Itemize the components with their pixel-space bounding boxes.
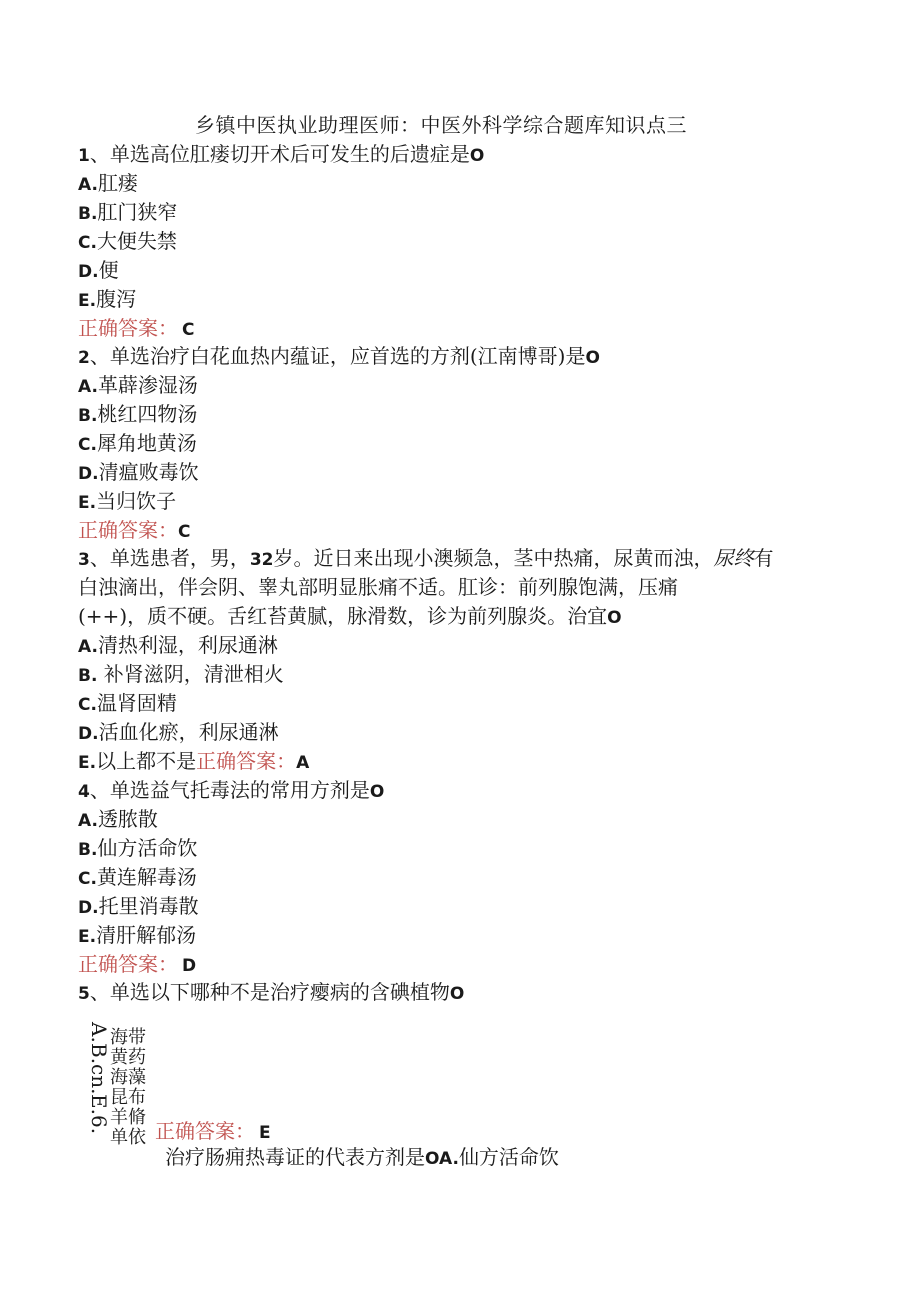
- question-3-option-a: A.清热利湿，利尿通淋: [78, 633, 278, 657]
- question-1-option-c: C.大便失禁: [78, 229, 177, 253]
- question-5-rotated-letters: [88, 1022, 112, 1152]
- question-3-option-e-with-answer: E.以上都不是正确答案：A: [78, 749, 310, 773]
- question-5-stem: 5、单选以下哪种不是治疗瘿病的含碘植物O: [78, 980, 465, 1004]
- question-4-option-c: C.黄连解毒汤: [78, 865, 197, 889]
- question-3-stem: 3、单选患者，男，32岁。近日来出现小澳频急，茎中热痛，尿黄而浊，尿终有: [78, 546, 774, 570]
- question-1-option-e: E.腹泻: [78, 287, 137, 311]
- question-1-option-b: B.肛门狭窄: [78, 200, 178, 224]
- rotated-letter: B.: [87, 1042, 111, 1064]
- question-2-stem: 2、单选治疗白花血热内蕴证，应首选的方剂(江南博哥)是O: [78, 344, 600, 368]
- question-1-answer: 正确答案： C: [78, 316, 195, 340]
- rotated-letter: 6.: [87, 1115, 111, 1135]
- question-1-option-a: A.肛瘘: [78, 171, 138, 195]
- question-3-answer: 正确答案：: [196, 749, 297, 773]
- question-3-option-b: B. 补肾滋阴，清泄相火: [78, 662, 284, 686]
- question-4-option-a: A.透脓散: [78, 807, 158, 831]
- question-4-stem: 4、单选益气托毒法的常用方剂是O: [78, 778, 385, 802]
- question-2-option-b: B.桃红四物汤: [78, 402, 198, 426]
- question-5-option: 单依: [110, 1127, 146, 1148]
- question-2-option-c: C.犀角地黄汤: [78, 431, 197, 455]
- rotated-letter: cn.: [87, 1063, 111, 1095]
- question-1-option-d: D.便: [78, 258, 119, 282]
- rotated-letter: E.: [87, 1094, 111, 1116]
- question-5-answer: 正确答案： E: [155, 1119, 271, 1143]
- question-1-stem: 1、单选高位肛瘘切开术后可发生的后遗症是O: [78, 142, 485, 166]
- question-3-stem-line-3: (++)，质不硬。舌红苔黄腻，脉滑数，诊为前列腺炎。治宜O: [78, 604, 622, 628]
- question-3-stem-line-2: 白浊滴出，伴会阴、睾丸部明显胀痛不适。肛诊：前列腺饱满，压痛: [78, 575, 678, 599]
- question-4-option-e: E.清肝解郁汤: [78, 923, 197, 947]
- question-number: 1: [78, 146, 90, 166]
- question-6-stem: 治疗肠痈热毒证的代表方剂是OA.仙方活命饮: [165, 1145, 559, 1169]
- question-2-option-a: A.革薜渗湿汤: [78, 373, 198, 397]
- question-4-option-b: B.仙方活命饮: [78, 836, 198, 860]
- question-5-option: 羊脩: [110, 1107, 146, 1128]
- question-4-option-d: D.托里消毒散: [78, 894, 199, 918]
- question-5-option: 昆布: [110, 1087, 146, 1108]
- question-2-option-d: D.清瘟败毒饮: [78, 460, 199, 484]
- question-2-option-e: E.当归饮子: [78, 489, 177, 513]
- document-title: 乡镇中医执业助理医师：中医外科学综合题库知识点三: [195, 113, 687, 137]
- question-5-option: 黄药: [110, 1047, 146, 1068]
- question-3-option-d: D.活血化瘀，利尿通淋: [78, 720, 279, 744]
- question-4-answer: 正确答案： D: [78, 952, 197, 976]
- question-5-option: 海藻: [110, 1067, 146, 1088]
- question-3-option-c: C.温肾固精: [78, 691, 177, 715]
- question-5-option: 海带: [110, 1027, 146, 1048]
- rotated-letter: A.: [87, 1022, 111, 1043]
- question-2-answer: 正确答案：C: [78, 518, 191, 542]
